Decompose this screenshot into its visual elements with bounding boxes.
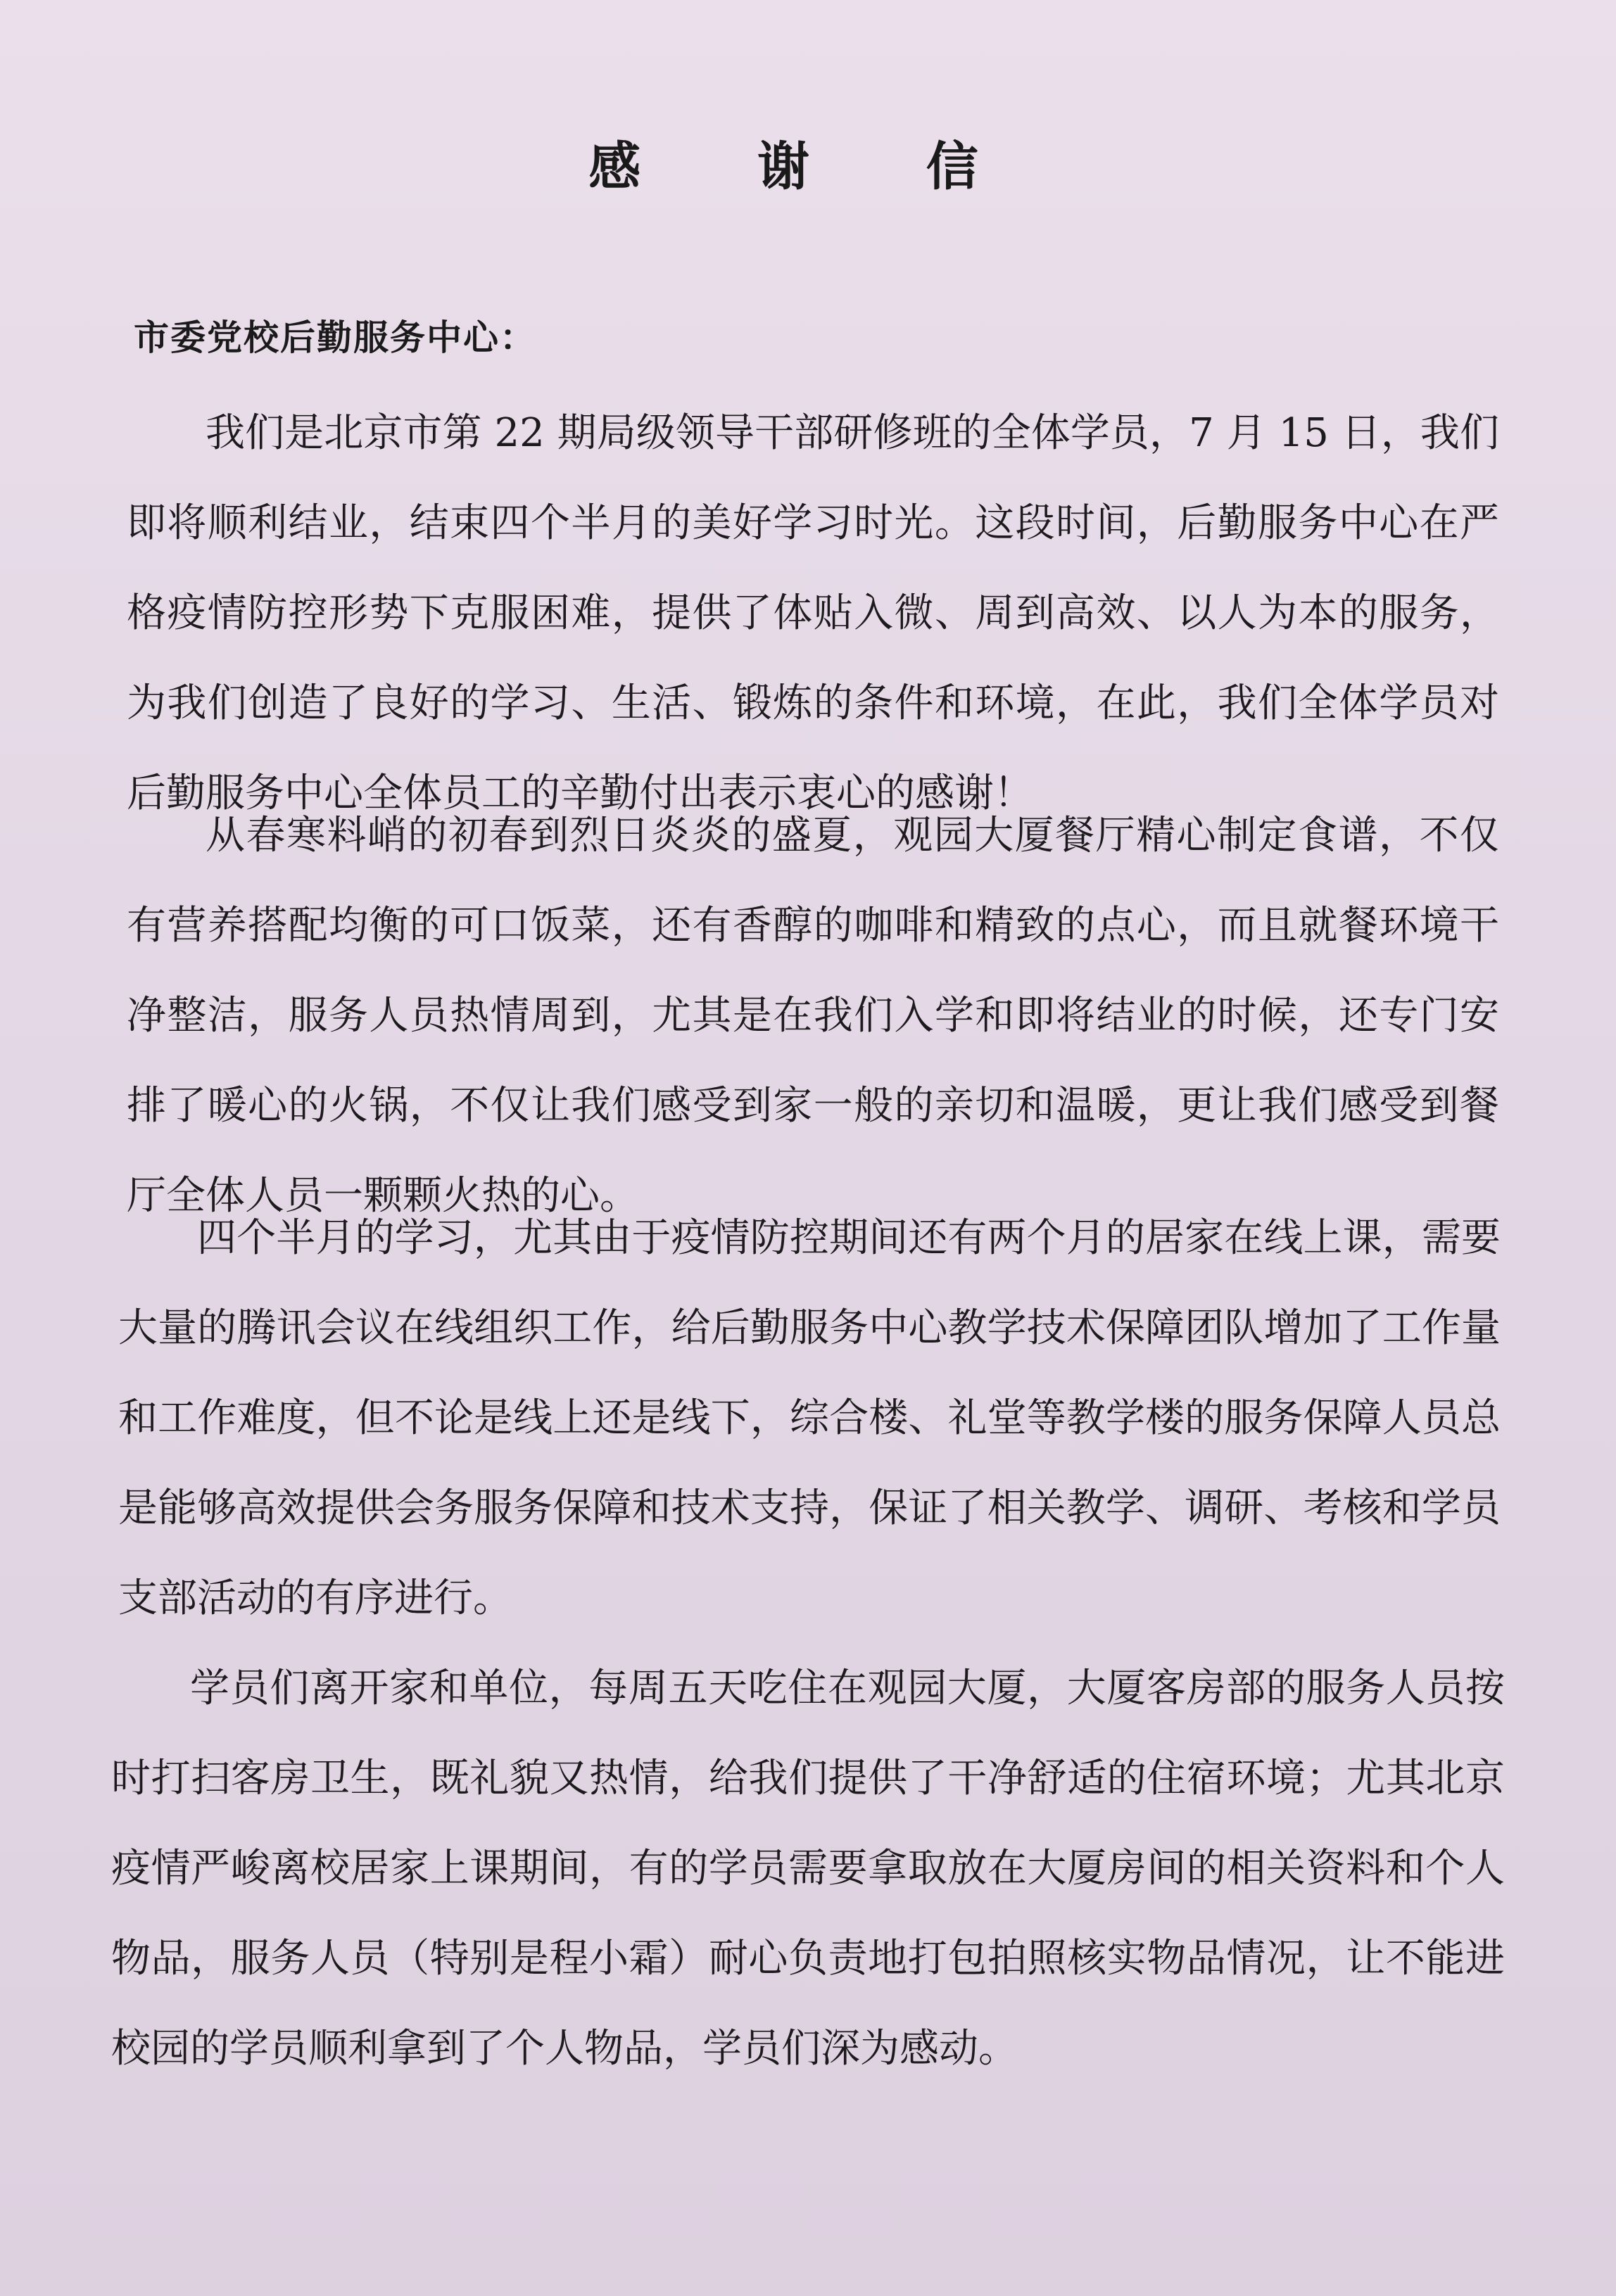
paragraph-3: 四个半月的学习，尤其由于疫情防控期间还有两个月的居家在线上课，需要大量的腾讯会议在线组织工作，给后勤服务中心教学技术保障团队增加了工作量和工作难度，但不论是线上还是线下，综合楼、礼堂等教学楼的服务保障人员总是能够高效提供会务服务保障和技术支持，保证了相关教学、调研、考核和学员支部活动的有序进行。 (118, 1215, 1501, 1621)
salutation: 市委党校后勤服务中心： (134, 317, 536, 358)
paragraph-1: 我们是北京市第 22 期局级领导干部研修班的全体学员，7 月 15 日，我们即将顺利结业，结束四个半月的美好学习时光。这段时间，后勤服务中心在严格疫情防控形势下克服困难，提供了体贴入微、周到高效、以人为本的服务，为我们创造了良好的学习、生活、锻炼的条件和环境，在此，我们全体学员对后勤服务中心全体员工的辛勤付出表示衷心的感谢！ (127, 410, 1499, 816)
paragraph-2: 从春寒料峭的初春到烈日炎炎的盛夏，观园大厦餐厅精心制定食谱，不仅有营养搭配均衡的可口饭菜，还有香醇的咖啡和精致的点心，而且就餐环境干净整洁，服务人员热情周到，尤其是在我们入学和即将结业的时候，还专门安排了暖心的火锅，不仅让我们感受到家一般的亲切和温暖，更让我们感受到餐厅全体人员一颗颗火热的心。 (127, 813, 1499, 1219)
letter-title: 感 谢 信 (588, 137, 1028, 197)
paragraph-4: 学员们离开家和单位，每周五天吃住在观园大厦，大厦客房部的服务人员按时打扫客房卫生，既礼貌又热情，给我们提供了干净舒适的住宿环境；尤其北京疫情严峻离校居家上课期间，有的学员需要拿取放在大厦房间的相关资料和个人物品，服务人员（特别是程小霜）耐心负责地打包拍照核实物品情况，让不能进校园的学员顺利拿到了个人物品，学员们深为感动。 (111, 1666, 1505, 2072)
